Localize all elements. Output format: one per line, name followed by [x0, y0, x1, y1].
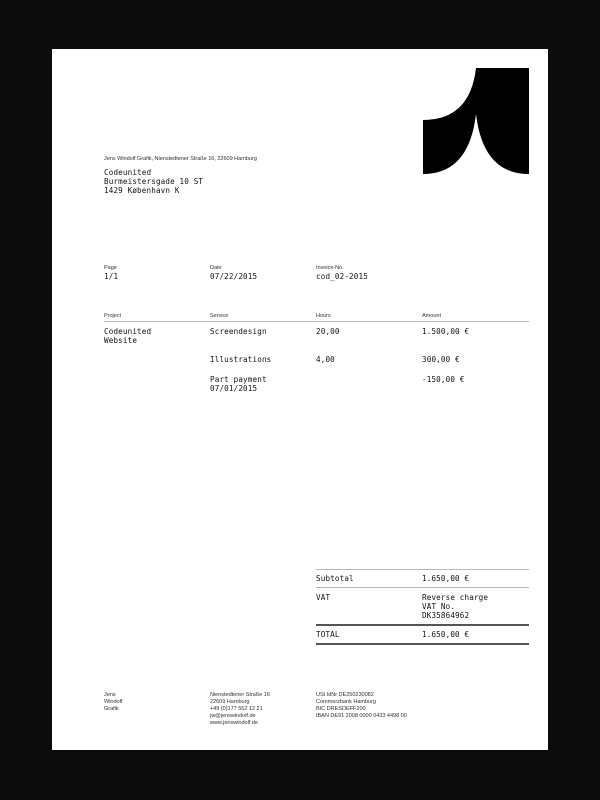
invoice-page: [52, 49, 548, 750]
total-top-divider: [316, 624, 529, 626]
column-header-amount: Amount: [422, 313, 441, 319]
subtotal-label: Subtotal: [316, 574, 354, 583]
invoice-number-label: Invoice-No.: [316, 265, 344, 271]
row-amount: 1.500,00 €: [422, 327, 470, 336]
subtotal-value: 1.650,00 €: [422, 574, 470, 583]
row-hours: 20,00: [316, 327, 340, 336]
total-bottom-divider: [316, 643, 529, 645]
page-label: Page: [104, 265, 117, 271]
footer-name: Jens Windolf Grafik: [104, 692, 123, 712]
footer-email-link[interactable]: jw@jenswindolf.de: [210, 713, 256, 719]
footer-address: Nienstedtener Straße 16 22609 Hamburg +49 (0)177 552 12 21 jw@jenswindolf.de www.jenswindolf.de: [210, 692, 270, 726]
footer-bank-details: USt IdNr DE250230082 Commerzbank Hamburg BIC DRESDEFF200 IBAN DE91 2008 0000 0433 4498 00: [316, 692, 407, 719]
recipient-street: Burmeistersgade 10 ST: [104, 177, 204, 187]
vat-value: Reverse charge VAT No. DK35864962: [422, 593, 489, 621]
recipient-name: Codeunited: [104, 168, 152, 177]
row-hours: 4,00: [316, 355, 335, 364]
row-amount: -150,00 €: [422, 375, 465, 384]
footer-phone: +49 (0)177 552 12 21: [210, 706, 263, 712]
row-amount: 300,00 €: [422, 355, 460, 364]
date-label: Date: [210, 265, 222, 271]
footer-website-link[interactable]: www.jenswindolf.de: [210, 720, 258, 726]
header-divider: [104, 321, 529, 322]
sender-line: Jens Windolf Grafik, Nienstedtener Straße 16, 22609 Hamburg: [104, 156, 257, 162]
invoice-number-value: cod_02-2015: [316, 272, 368, 281]
column-header-service: Service: [210, 313, 229, 319]
subtotal-top-divider: [316, 569, 529, 570]
subtotal-bottom-divider: [316, 587, 529, 588]
column-header-project: Project: [104, 313, 122, 319]
page-value: 1/1: [104, 272, 119, 281]
row-service: Screendesign: [210, 327, 267, 336]
total-value: 1.650,00 €: [422, 630, 470, 639]
brand-logo-icon: [423, 68, 529, 174]
row-service: Illustrations: [210, 355, 272, 364]
recipient-address: [104, 168, 203, 196]
date-value: 07/22/2015: [210, 272, 258, 281]
project-name: Codeunited Website: [104, 327, 152, 346]
total-label: TOTAL: [316, 630, 340, 639]
vat-label: VAT: [316, 593, 331, 602]
row-service: Part payment 07/01/2015: [210, 375, 267, 394]
recipient-city: 1429 København K: [104, 186, 180, 196]
column-header-hours: Hours: [316, 313, 331, 319]
